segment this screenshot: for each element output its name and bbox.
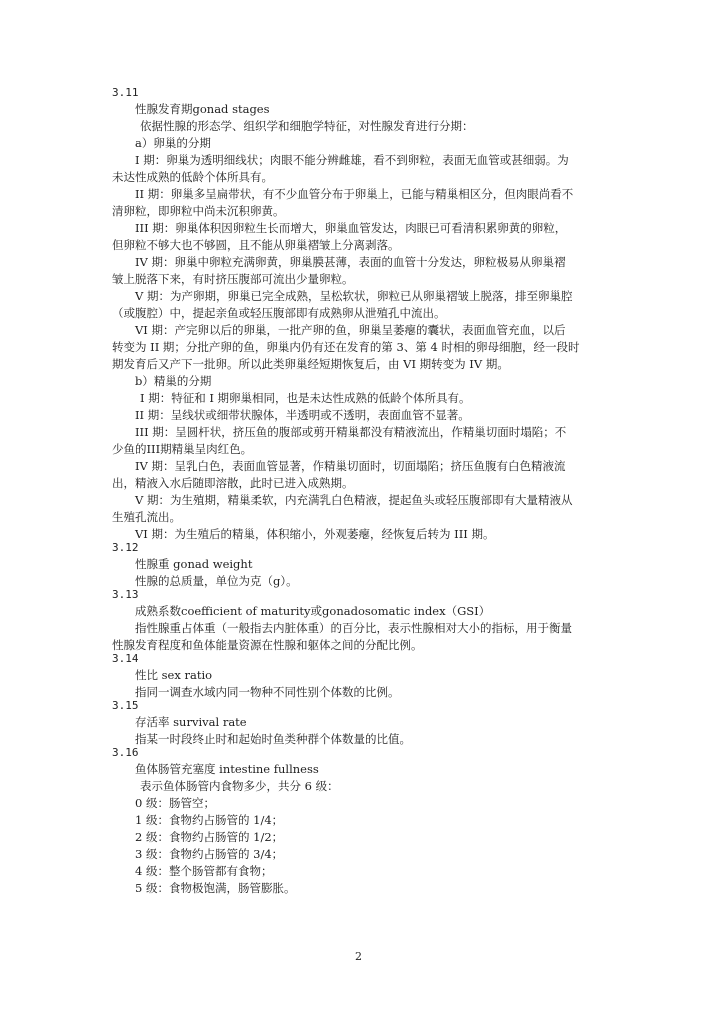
paragraph-line: 性腺的总质量，单位为克（g）。 [135,574,298,588]
section-title: 性腺发育期gonad stages [135,102,270,116]
paragraph-line: 出，精液入水后随即溶散，此时已进入成熟期。 [112,476,354,490]
paragraph-line: I 期：卵巢为透明细线状；肉眼不能分辨雌雄，看不到卵粒，表面无血管或甚细弱。为 [135,153,569,167]
section-title: 性腺重 gonad weight [135,557,253,571]
paragraph-line: V 期：为产卵期，卵巢已完全成熟，呈松软状，卵粒已从卵巢褶皱上脱落，排至卵巢腔 [135,289,573,303]
section-number: 3.12 [112,541,139,554]
section-title: 成熟系数coefficient of maturity或gonadosomatic index（GSI） [135,604,491,618]
paragraph-line: 依据性腺的形态学、组织学和细胞学特征，对性腺发育进行分期： [140,119,474,133]
paragraph-line: VI 期：产完卵以后的卵巢，一批产卵的鱼，卵巢呈萎瘪的囊状，表面血管充血，以后 [135,323,566,337]
paragraph-line: III 期：呈圆杆状，挤压鱼的腹部或剪开精巢都没有精液流出，作精巢切面时塌陷；不 [135,425,567,439]
paragraph-line: V 期：为生殖期，精巢柔软，内充满乳白色精液，提起鱼头或轻压腹部即有大量精液从 [135,493,573,507]
paragraph-line: III 期：卵巢体积因卵粒生长而增大，卵巢血管发达，肉眼已可看清积累卵黄的卵粒， [135,221,567,235]
paragraph-line: （或腹腔）中，提起亲鱼或轻压腹部即有成熟卵从泄殖孔中流出。 [112,306,446,320]
list-item: 4 级：整个肠管都有食物； [135,864,273,878]
paragraph-line: 皱上脱落下来，有时挤压腹部可流出少量卵粒。 [112,272,354,286]
section-number: 3.15 [112,699,139,712]
paragraph-line: 但卵粒不够大也不够圆，且不能从卵巢褶皱上分离剥落。 [112,238,400,252]
paragraph-line: 清卵粒，即卵粒中尚未沉积卵黄。 [112,204,285,218]
paragraph-line: I 期：特征和 I 期卵巢相同，也是未达性成熟的低龄个体所具有。 [140,391,471,405]
paragraph-line: 表示鱼体肠管内食物多少，共分 6 级： [140,779,339,793]
subheading: a）卵巢的分期 [135,136,211,150]
paragraph-line: II 期：卵巢多呈扁带状，有不少血管分布于卵巢上，已能与精巢相区分，但肉眼尚看不 [135,187,574,201]
paragraph-line: 期发育后又产下一批卵。所以此类卵巢经短期恢复后，由 VI 期转变为 IV 期。 [112,357,509,371]
paragraph-line: IV 期：卵巢中卵粒充满卵黄，卵巢膜甚薄，表面的血管十分发达，卵粒极易从卵巢褶 [135,255,566,269]
list-item: 0 级：肠管空； [135,796,215,810]
section-title: 鱼体肠管充塞度 intestine fullness [135,762,319,776]
paragraph-line: 转变为 II 期；分批产卵的鱼，卵巢内仍有还在发育的第 3、第 4 时相的卵母细胞，经一段时 [112,340,580,354]
paragraph-line: II 期：呈线状或细带状腺体，半透明或不透明，表面血管不显著。 [135,408,470,422]
paragraph-line: 指性腺重占体重（一般指去内脏体重）的百分比，表示性腺相对大小的指标，用于衡量 [135,621,572,635]
paragraph-line: 未达性成熟的低龄个体所具有。 [112,170,273,184]
subheading: b）精巢的分期 [135,374,212,388]
section-title: 存活率 survival rate [135,715,247,729]
paragraph-line: 性腺发育程度和鱼体能量资源在性腺和躯体之间的分配比例。 [112,638,423,652]
paragraph-line: IV 期：呈乳白色，表面血管显著，作精巢切面时，切面塌陷；挤压鱼腹有白色精液流 [135,459,566,473]
list-item: 5 级：食物极饱满，肠管膨胀。 [135,881,296,895]
list-item: 3 级：食物约占肠管的 3/4； [135,847,284,861]
section-number: 3.14 [112,652,139,665]
section-number: 3.11 [112,86,139,99]
paragraph-line: 指同一调查水域内同一物种不同性别个体数的比例。 [135,685,400,699]
section-title: 性比 sex ratio [135,668,213,682]
page-number: 2 [355,950,362,963]
section-number: 3.16 [112,746,139,759]
paragraph-line: 指某一时段终止时和起始时鱼类种群个体数量的比值。 [135,732,411,746]
paragraph-line: VI 期：为生殖后的精巢，体积缩小，外观萎瘪，经恢复后转为 III 期。 [135,527,495,541]
paragraph-line: 少鱼的III期精巢呈肉红色。 [112,442,253,456]
list-item: 1 级：食物约占肠管的 1/4； [135,813,284,827]
paragraph-line: 生殖孔流出。 [112,510,181,524]
list-item: 2 级：食物约占肠管的 1/2； [135,830,284,844]
section-number: 3.13 [112,588,139,601]
